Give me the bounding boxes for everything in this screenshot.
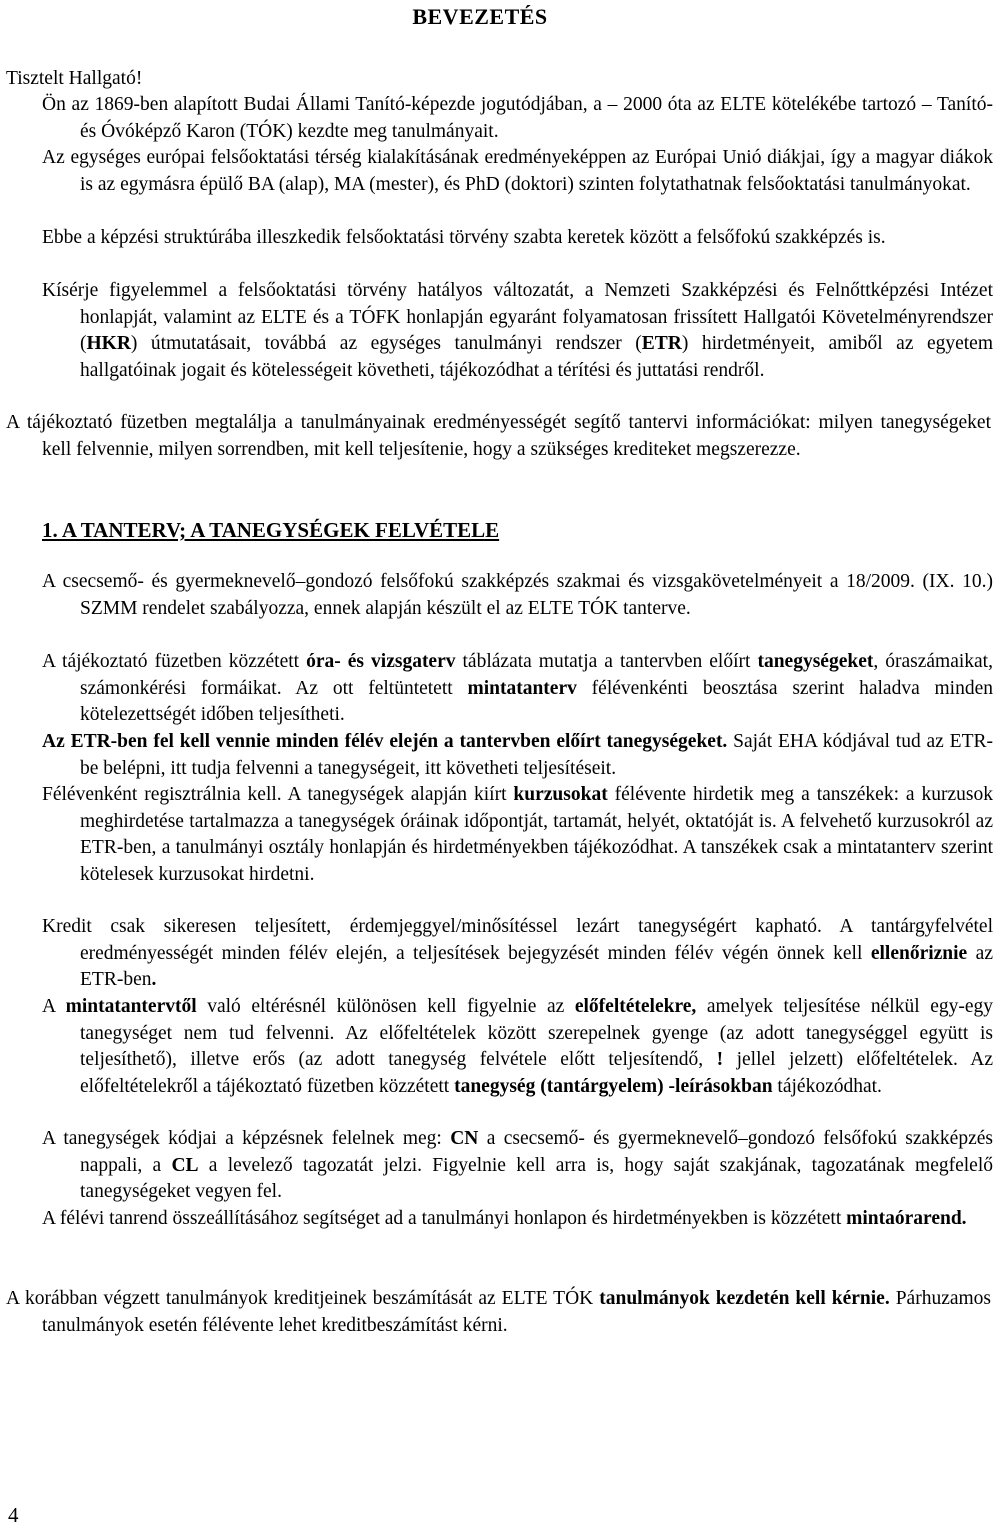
intro-paragraph-1: Ön az 1869-ben alapított Budai Állami Tanító-képezde jogutódjában, a – 2000 óta az ELTE kötelékébe tartozó – Tanító- és Óvóképző Karon (TÓK) kezdte meg tanulmányait. (42, 94, 993, 142)
section-paragraph-4: Félévenként regisztrálnia kell. A tanegységek alapján kiírt kurzusokat félévente hirdetik meg a tanszékek: a kurzusok meghirdetése tartalmazza a tanegységek óráinak időpontját, tartamát, helyét, oktatóját is. A felvehető kurzusokról az ETR-ben, a tanulmányi osztály honlapján és hirdetményekben tájékozódhat. A tanszékek csak a mintatanterv szerint kötelesek kurzusokat hirdetni. (42, 784, 993, 885)
closing-paragraph: A korábban végzett tanulmányok kreditjeinek beszámítását az ELTE TÓK tanulmányok kezdetén kell kérnie. Párhuzamos tanulmányok esetén félévente lehet kreditbeszámítást kérni. (6, 1288, 992, 1336)
page-number: 4 (8, 1503, 19, 1527)
section-paragraph-2: A tájékoztató füzetben közzétett óra- és vizsgaterv táblázata mutatja a tantervben előírt tanegységeket, óraszámaikat, számonkérési formáikat. Az ott feltüntetett mintatanterv félévenkénti beosztása szerint haladva minden kötelezettségét időben teljesítheti. (42, 651, 993, 725)
intro-paragraph-2: Az egységes európai felsőoktatási térség kialakításának eredményeképpen az Európai Unió diákjai, így a magyar diákok is az egymásra épülő BA (alap), MA (mester), és PhD (doktori) szinten folytathatnak felsőoktatási tanulmányokat. (42, 147, 993, 195)
intro-paragraph-5: A tájékoztató füzetben megtalálja a tanulmányainak eredményességét segítő tantervi információkat: milyen tanegységeket kell felvennie, milyen sorrendben, mit kell teljesítenie, hogy a szükséges krediteket megszerezze. (6, 412, 991, 460)
section-heading: 1. A TANTERV; A TANEGYSÉGEK FELVÉTELE (42, 518, 500, 542)
section-paragraph-3: Az ETR-ben fel kell vennie minden félév elején a tantervben előírt tanegységeket. Saját EHA kódjával tud az ETR-be belépni, itt tudja felvenni a tanegységeit, itt követheti teljesítéseit. (42, 731, 993, 779)
section-paragraph-8: A félévi tanrend összeállításához segítséget ad a tanulmányi honlapon és hirdetményekben is közzétett mintaórarend. (42, 1208, 967, 1229)
section-paragraph-7: A tanegységek kódjai a képzésnek felelnek meg: CN a csecsemő- és gyermeknevelő–gondozó felsőfokú szakképzés nappali, a CL a levelező tagozatát jelzi. Figyelnie kell arra is, hogy saját szakjának, tagozatának megfelelő tanegységeket vegyen fel. (42, 1128, 993, 1202)
section-paragraph-5: Kredit csak sikeresen teljesített, érdemjeggyel/minősítéssel lezárt tanegységért kapható. A tantárgyfelvétel eredményességét minden félév elején, a teljesítések bejegyzését minden félév végén önnek kell ellenőriznie az ETR-ben. (42, 916, 993, 990)
intro-paragraph-4: Kísérje figyelemmel a felsőoktatási törvény hatályos változatát, a Nemzeti Szakképzési és Felnőttképzési Intézet honlapját, valamint az ELTE és a TÓFK honlapján egyaránt folyamatosan frissített Hallgatói Követelményrendszer (HKR) útmutatásait, továbbá az egységes tanulmányi rendszer (ETR) hirdetményeit, amiből az egyetem hallgatóinak jogait és kötelességeit követheti, tájékozódhat a térítési és juttatási rendről. (42, 280, 993, 381)
section-paragraph-6: A mintatantervtől való eltérésnél különösen kell figyelnie az előfeltételekre, amelyek teljesítése nélkül egy-egy tanegységet nem tud felvenni. Az előfeltételek között szerepelnek gyenge (az adott tanegységgel együtt is teljesíthető), illetve erős (az adott tanegység felvétele előtt teljesítendő, ! jellel jelzett) előfeltételek. Az előfeltételekről a tájékoztató füzetben közzétett tanegység (tantárgyelem) -leírásokban tájékozódhat. (42, 996, 993, 1097)
intro-paragraph-3: Ebbe a képzési struktúrába illeszkedik felsőoktatási törvény szabta keretek között a felsőfokú szakképzés is. (42, 227, 886, 248)
greeting: Tisztelt Hallgató! (6, 68, 143, 89)
page-title: BEVEZETÉS (412, 4, 548, 29)
section-paragraph-1: A csecsemő- és gyermeknevelő–gondozó felsőfokú szakképzés szakmai és vizsgakövetelményeit a 18/2009. (IX. 10.) SZMM rendelet szabályozza, ennek alapján készült el az ELTE TÓK tanterve. (42, 571, 993, 619)
